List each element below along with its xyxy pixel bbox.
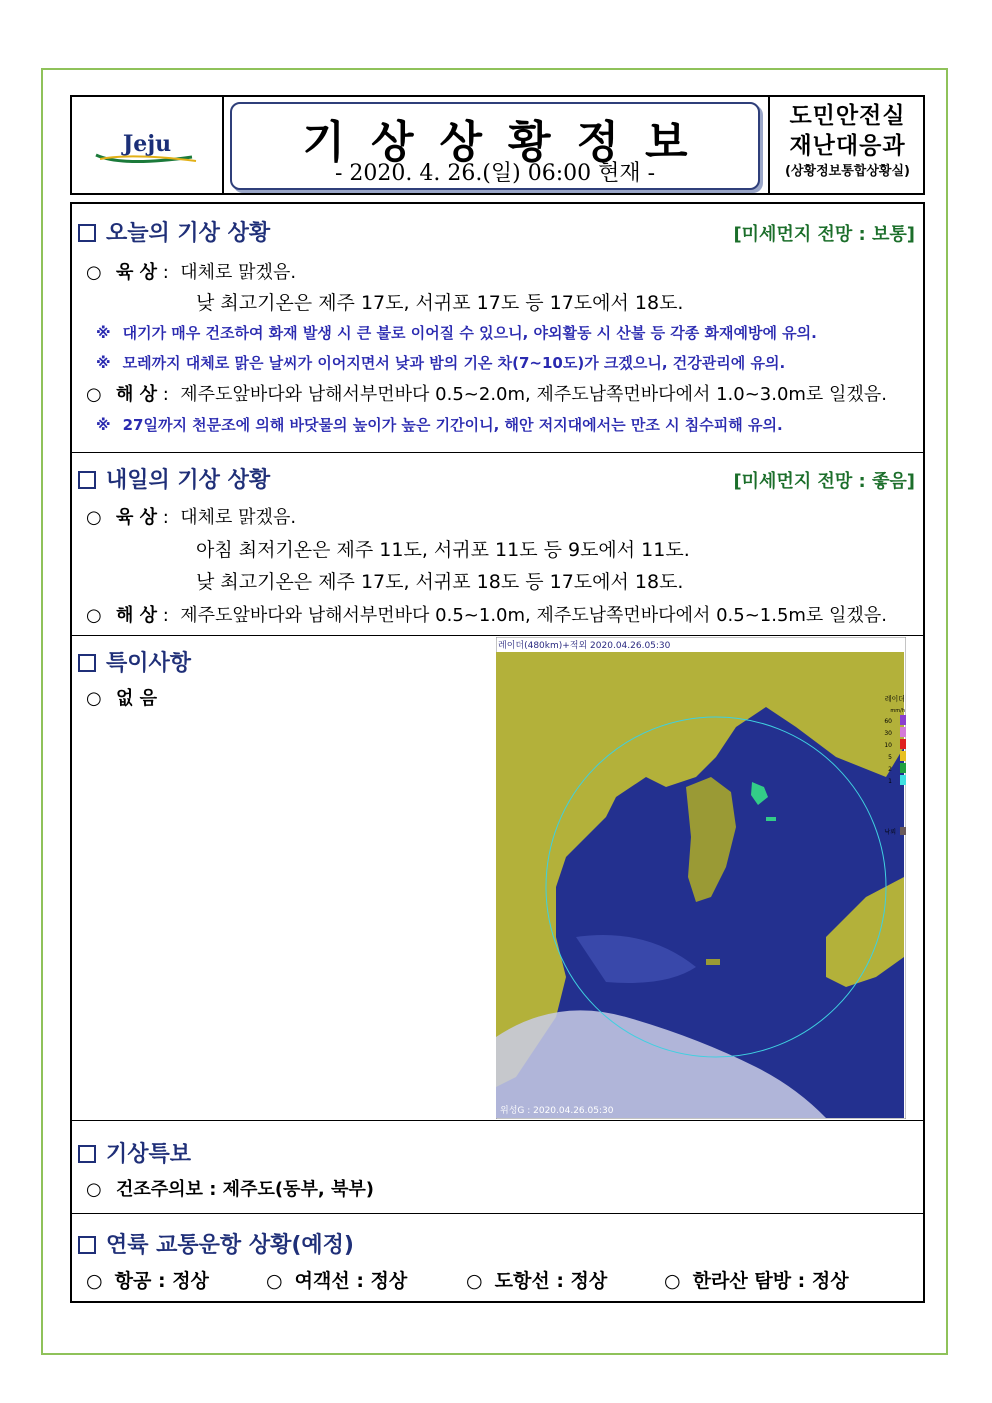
today-land-temp: 낮 최고기온은 제주 17도, 서귀포 17도 등 17도에서 18도.	[196, 292, 684, 314]
checkbox-icon	[78, 224, 96, 242]
legend-value-5: 5	[888, 754, 892, 761]
today-section	[72, 204, 923, 453]
today-note-fire: ※ 대기가 매우 건조하여 화재 발생 시 큰 불로 이어질 수 있으니, 야외활동 시 산불 등 각종 화재예방에 유의.	[96, 324, 817, 342]
transport-item-hallasan: ○ 한라산 탐방 : 정상	[664, 1270, 849, 1292]
today-note-temp: ※ 모레까지 대체로 맑은 날씨가 이어지면서 낮과 밤의 기온 차(7~10도)가 크겠으니, 건강관리에 유의.	[96, 354, 786, 372]
today-heading: 오늘의 기상 상황	[78, 216, 270, 247]
dept-line1: 도민안전실	[789, 103, 906, 129]
tomorrow-dust-forecast: [미세먼지 전망 : 좋음]	[733, 471, 915, 492]
radar-caption-top: 레이더(480km)+적외 2020.04.26.05:30	[498, 641, 671, 651]
circle-bullet-icon: ○	[86, 1179, 102, 1200]
circle-bullet-icon: ○	[86, 262, 102, 283]
circle-bullet-icon: ○	[86, 688, 102, 709]
special-heading: 특이사항	[78, 646, 191, 677]
radar-satellite-image	[496, 637, 906, 1119]
header	[70, 95, 925, 195]
transport-status-row	[86, 1266, 849, 1293]
title-box	[230, 102, 760, 190]
department-cell	[768, 97, 925, 193]
transport-item-air: ○ 항공 : 정상	[86, 1270, 209, 1292]
logo-text: Jeju	[122, 131, 172, 157]
transport-item-island-ferry: ○ 도항선 : 정상	[466, 1270, 608, 1292]
radar-caption-bottom: 위성G : 2020.04.26.05:30	[500, 1106, 614, 1116]
special-item: ○ 없 음	[86, 688, 158, 709]
checkbox-icon	[78, 654, 96, 672]
dept-line2: 재난대응과	[789, 133, 906, 159]
report-body	[70, 202, 925, 1303]
legend-value-1: 1	[888, 778, 892, 785]
tomorrow-land-row: ○ 육 상 : 대체로 맑겠음.	[86, 507, 297, 528]
transport-heading: 연륙 교통운항 상황(예정)	[78, 1228, 354, 1259]
circle-bullet-icon: ○	[86, 605, 102, 626]
warning-item: ○ 건조주의보 : 제주도(동부, 북부)	[86, 1179, 374, 1200]
legend-value-60: 60	[884, 718, 892, 725]
legend-value-2: 2	[888, 766, 892, 773]
checkbox-icon	[78, 471, 96, 489]
date-subtitle: - 2020. 4. 26.(일) 06:00 현재 -	[334, 161, 656, 186]
jeju-logo	[92, 127, 202, 167]
tomorrow-min-temp: 아침 최저기온은 제주 11도, 서귀포 11도 등 9도에서 11도.	[196, 539, 690, 561]
warning-section	[72, 1121, 923, 1214]
legend-value-30: 30	[884, 730, 892, 737]
legend-unit: mm/h	[890, 708, 905, 714]
legend-title: 레이더	[884, 695, 905, 703]
dept-line3: (상황정보통합상황실)	[785, 164, 910, 179]
legend-value-10: 10	[884, 742, 892, 749]
tomorrow-section	[72, 453, 923, 636]
page-title: 기상상황정보	[302, 117, 714, 168]
circle-bullet-icon: ○	[86, 384, 102, 405]
tomorrow-max-temp: 낮 최고기온은 제주 17도, 서귀포 18도 등 17도에서 18도.	[196, 571, 684, 593]
tomorrow-heading: 내일의 기상 상황	[78, 463, 270, 494]
checkbox-icon	[78, 1236, 96, 1254]
checkbox-icon	[78, 1145, 96, 1163]
tomorrow-sea-row: ○ 해 상 : 제주도앞바다와 남해서부먼바다 0.5~1.0m, 제주도남쪽먼바다에서 0.5~1.5m로 일겠음.	[86, 605, 887, 626]
legend-lightning: 낙뢰	[884, 829, 896, 836]
transport-item-ferry: ○ 여객선 : 정상	[266, 1270, 408, 1292]
today-land-row: ○ 육 상 : 대체로 맑겠음.	[86, 262, 297, 283]
note-mark-icon: ※	[96, 354, 111, 372]
today-sea-row: ○ 해 상 : 제주도앞바다와 남해서부먼바다 0.5~2.0m, 제주도남쪽먼바다에서 1.0~3.0m로 일겠음.	[86, 384, 887, 405]
logo-cell	[72, 97, 224, 193]
note-mark-icon: ※	[96, 324, 111, 342]
note-mark-icon: ※	[96, 416, 111, 434]
transport-section	[72, 1214, 923, 1301]
today-dust-forecast: [미세먼지 전망 : 보통]	[733, 224, 915, 245]
today-note-tide: ※ 27일까지 천문조에 의해 바닷물의 높이가 높은 기간이니, 해안 저지대에서는 만조 시 침수피해 유의.	[96, 416, 783, 434]
warning-heading: 기상특보	[78, 1137, 191, 1168]
circle-bullet-icon: ○	[86, 507, 102, 528]
